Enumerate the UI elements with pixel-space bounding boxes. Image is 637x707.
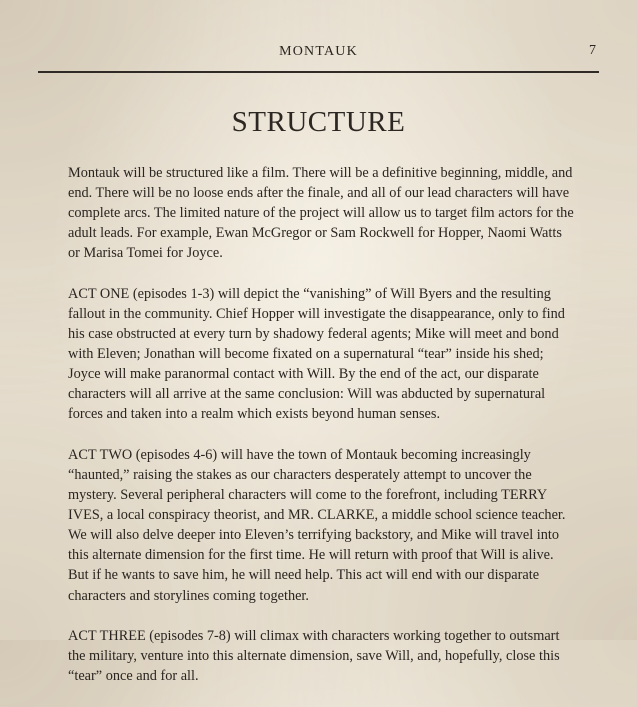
page-number: 7 [589, 43, 596, 58]
paragraph-act-one: ACT ONE (episodes 1-3) will depict the “vanishing” of Will Byers and the resulting fallout in the community. Chief Hopper will investigate the disappearance, only to find his case obstructed at every turn by shadowy federal agents; Mike will meet and bond with Eleven; Jonathan will become fixated on a supernatural “tear” inside his shed; Joyce will make paranormal contact with Will. By the end of the act, our disparate characters will all arrive at the same conclusion: Will was abducted by supernatural forces and taken into a realm which exists beyond human senses. [68, 285, 565, 423]
header-divider [38, 71, 599, 73]
section-title: STRUCTURE [231, 106, 406, 138]
body-text [68, 163, 574, 707]
running-head-title: MONTAUK [279, 44, 358, 59]
paragraph-act-two: ACT TWO (episodes 4-6) will have the town of Montauk becoming increasingly “haunted,” raising the stakes as our characters desperately attempt to uncover the mystery. Several peripheral characters will come to the forefront, including TERRY IVES, a local conspiracy theorist, and MR. CLARKE, a middle school science teacher. We will also delve deeper into Eleven’s terrifying backstory, and Mike will travel into this alternate dimension for the first time. He will return with proof that Will is alive. But if he wants to save him, he will need help. This act will end with our disparate characters and storylines coming together. [68, 446, 566, 604]
paragraph-intro: Montauk will be structured like a film. There will be a definitive beginning, middle, and end. There will be no loose ends after the finale, and all of our lead characters will have complete arcs. The limited nature of the project will allow us to target film actors for the adult leads. For example, Ewan McGregor or Sam Rockwell for Hopper, Naomi Watts or Marisa Tomei for Joyce. [68, 165, 574, 262]
paragraph-act-three: ACT THREE (episodes 7-8) will climax with characters working together to outsmart the military, venture into this alternate dimension, save Will, and, hopefully, close this “tear” once and for all. [68, 628, 560, 685]
